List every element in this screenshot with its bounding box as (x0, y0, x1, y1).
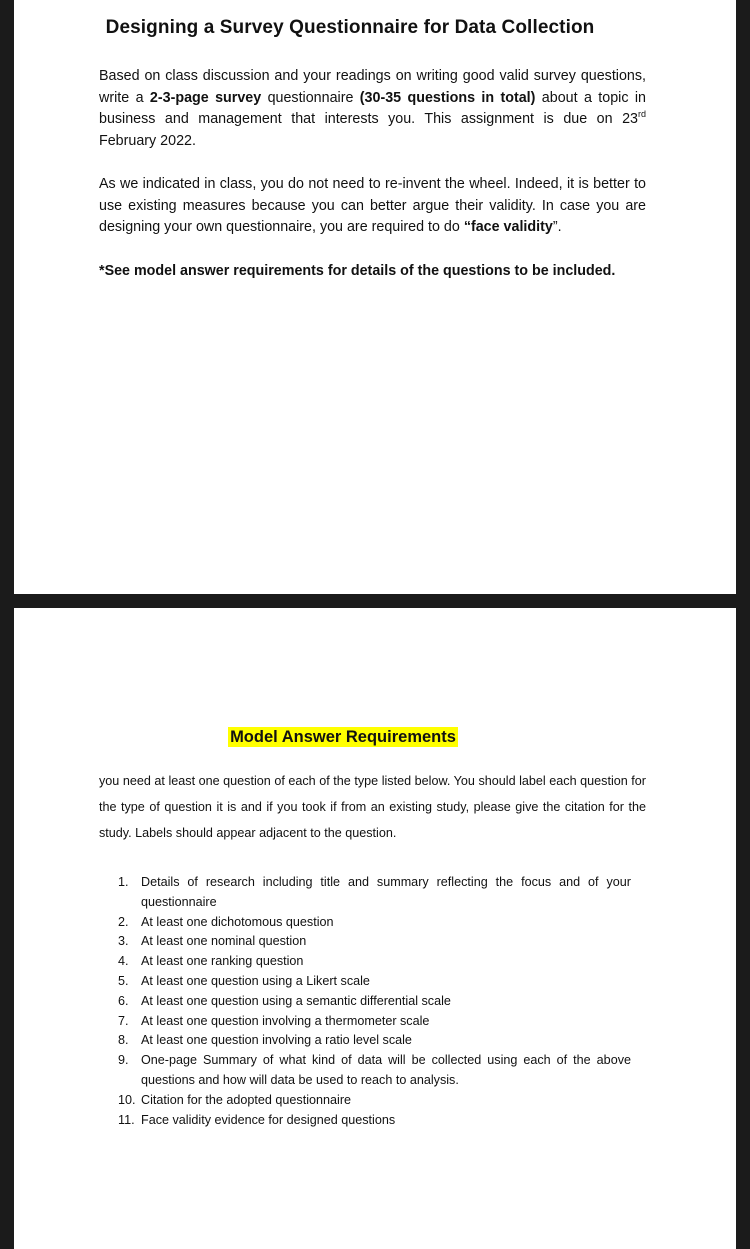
list-item-text: At least one dichotomous question (141, 914, 334, 929)
list-item-number: 8. (118, 1033, 129, 1048)
paragraph-text: about a topic in business and management that interests you. This assignment is due on 23 (99, 89, 646, 128)
document-page-2 (14, 608, 736, 1249)
list-item-number: 1. (118, 875, 129, 889)
list-item-text: At least one question using a Likert scale (141, 973, 370, 988)
list-item (118, 952, 631, 972)
document-title: Designing a Survey Questionnaire for Data Collection (105, 17, 595, 38)
list-item-text: At least one nominal question (141, 934, 307, 949)
requirements-heading-wrap (14, 728, 672, 747)
list-item-text: At least one question involving a ratio level scale (141, 1033, 412, 1048)
list-item (118, 932, 631, 952)
bold-question-count: (30-35 questions in total) (359, 89, 536, 106)
see-requirements-note: *See model answer requirements for details of the questions to be included. (99, 263, 616, 279)
list-item-number: 5. (118, 973, 129, 988)
list-item (118, 992, 631, 1012)
bold-face-validity: “face validity (463, 219, 553, 236)
paragraph-text: ”. (552, 219, 562, 236)
list-item-text: At least one question involving a thermometer scale (141, 1013, 430, 1028)
list-item-text: Citation for the adopted questionnaire (141, 1092, 352, 1107)
bold-page-count: 2-3-page survey (149, 89, 262, 106)
list-item-number: 10. (118, 1092, 136, 1107)
validity-paragraph (99, 174, 646, 239)
assignment-paragraph (99, 66, 646, 153)
list-item-number: 2. (118, 914, 129, 929)
paragraph-text: As we indicated in class, you do not need to re-invent the wheel. Indeed, it is better to use existing measures because you can better argue their validity. In case you are designing your own questionnaire, you are required to do (99, 176, 646, 236)
list-item (118, 1051, 631, 1091)
list-item-text: At least one ranking question (141, 954, 304, 969)
list-item (118, 1012, 631, 1032)
list-item-text: One-page Summary of what kind of data will be collected using each of the above questions and how will data be used to reach to analysis. (141, 1053, 631, 1087)
list-item-number: 6. (118, 993, 129, 1008)
paragraph-text: Based on class discussion and your readings on writing good valid survey questions, write a (99, 68, 646, 106)
list-item-text: At least one question using a semantic differential scale (141, 993, 451, 1008)
list-item (118, 972, 631, 992)
paragraph-text: February 2022. (99, 133, 196, 150)
date-ordinal-suffix: rd (637, 109, 646, 120)
list-item (118, 1031, 631, 1051)
list-item-number: 9. (118, 1053, 129, 1068)
list-item-number: 7. (118, 1013, 129, 1028)
list-item-text: Details of research including title and summary reflecting the focus and of your questionnaire (141, 875, 631, 909)
list-item-number: 4. (118, 954, 129, 969)
list-item (118, 1091, 631, 1111)
paragraph-text: questionnaire (261, 89, 360, 106)
list-item-number: 3. (118, 934, 129, 949)
requirements-intro: you need at least one question of each of the type listed below. You should label each question for the type of question it is and if you took if from an existing study, please give the citation for the study. Labels should appear adjacent to the question. (99, 774, 646, 840)
requirements-list (118, 873, 631, 1130)
list-item (118, 873, 631, 913)
list-item-text: Face validity evidence for designed questions (141, 1112, 396, 1127)
list-item-number: 11. (118, 1112, 135, 1127)
list-item (118, 1111, 631, 1131)
requirements-heading: Model Answer Requirements (230, 728, 456, 746)
list-item (118, 913, 631, 933)
document-page-1 (14, 0, 736, 594)
